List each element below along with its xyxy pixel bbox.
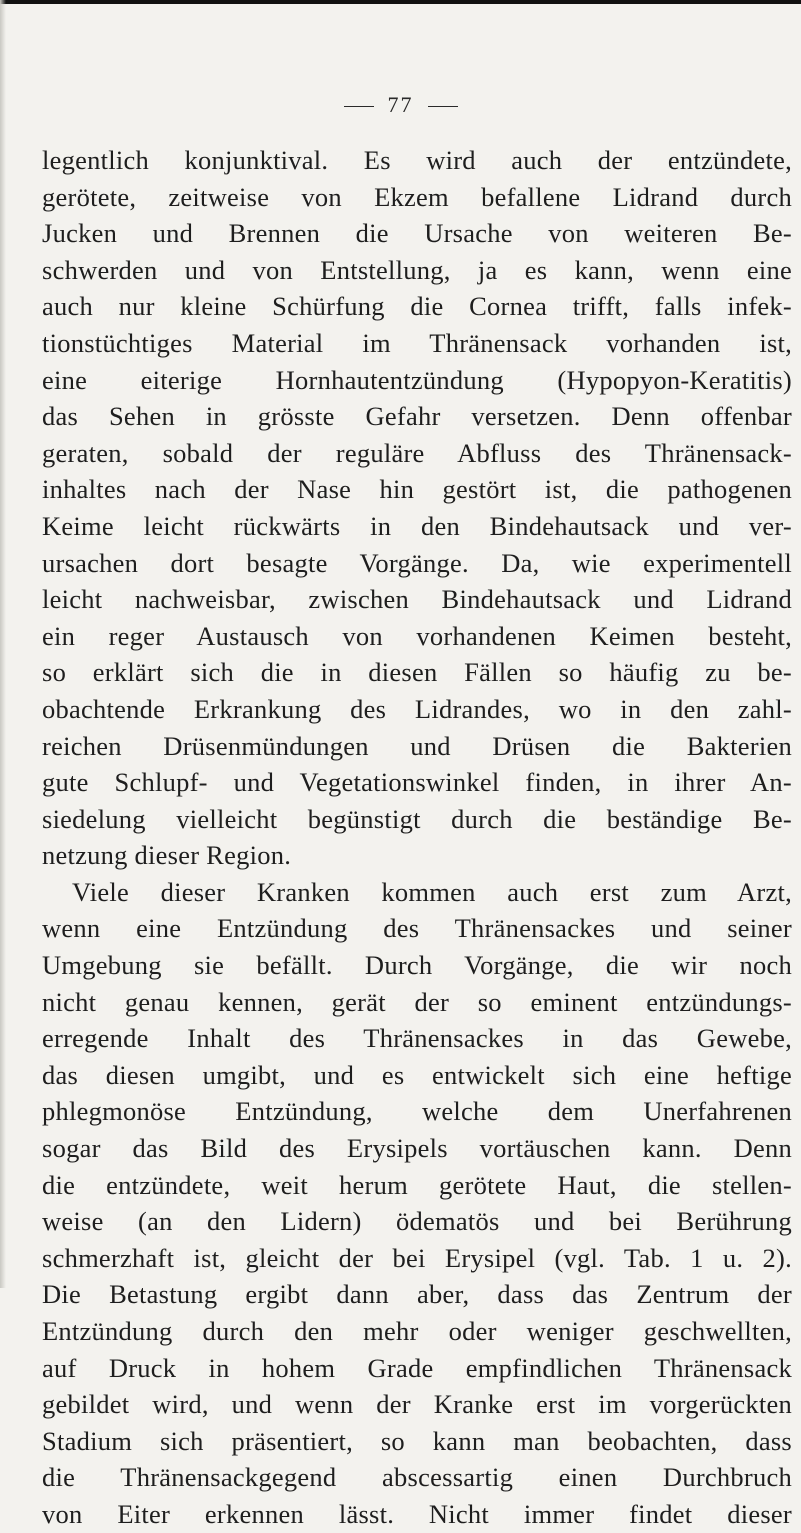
text-line: Entzündung durch den mehr oder weniger geschwellten, [42, 1316, 792, 1346]
text-line: ein reger Austausch von vorhandenen Keimen besteht, [42, 620, 792, 651]
page-number-dash-left [344, 106, 374, 107]
body-text [42, 142, 792, 1533]
text-line: nicht genau kennen, gerät der so eminent entzündungs- [42, 986, 792, 1017]
text-line: Die Betastung ergibt dann aber, dass das Zentrum der [42, 1279, 792, 1310]
text-line: die Thränensackgegend abscessartig einen Durchbruch [42, 1462, 792, 1493]
text-line: tionstüchtiges Material im Thränensack vorhanden ist, [42, 327, 792, 358]
text-line: ursachen dort besagte Vorgänge. Da, wie experimentell [42, 547, 792, 578]
text-line: so erklärt sich die in diesen Fällen so häufig zu be- [42, 657, 792, 688]
text-line: gerötete, zeitweise von Ekzem befallene Lidrand durch [42, 181, 792, 212]
text-line: sogar das Bild des Erysipels vortäuschen kann. Denn [42, 1133, 792, 1164]
text-line: auf Druck in hohem Grade empfindlichen Thränensack [42, 1352, 792, 1383]
text-line: Keime leicht rückwärts in den Bindehautsack und ver- [42, 510, 792, 541]
text-line: leicht nachweisbar, zwischen Bindehautsack und Lidrand [42, 584, 792, 615]
text-line: netzung dieser Region. [42, 840, 292, 871]
text-line: Jucken und Brennen die Ursache von weiteren Be- [42, 218, 792, 249]
text-line: wenn eine Entzündung des Thränensackes und seiner [42, 913, 792, 944]
page-number-text: 77 [387, 92, 414, 117]
text-line: obachtende Erkrankung des Lidrandes, wo in den zahl- [42, 693, 792, 724]
text-line: eine eiterige Hornhautentzündung (Hypopyon-Keratitis) [42, 364, 792, 395]
text-line: Umgebung sie befällt. Durch Vorgänge, die wir noch [42, 950, 792, 981]
top-edge [0, 0, 801, 4]
text-line: reichen Drüsenmündungen und Drüsen die Bakterien [42, 730, 792, 761]
page-number [0, 92, 801, 118]
text-line: schmerzhaft ist, gleicht der bei Erysipel (vgl. Tab. 1 u. 2). [42, 1242, 792, 1273]
text-line: auch nur kleine Schürfung die Cornea trifft, falls infek- [42, 291, 792, 322]
text-line: geraten, sobald der reguläre Abfluss des Thränensack- [42, 437, 792, 468]
text-line: Stadium sich präsentiert, so kann man beobachten, dass [42, 1425, 792, 1456]
text-line: die entzündete, weit herum gerötete Haut, die stellen- [42, 1169, 792, 1200]
text-line: phlegmonöse Entzündung, welche dem Unerfahrenen [42, 1096, 792, 1127]
text-line: Viele dieser Kranken kommen auch erst zum Arzt, [72, 876, 792, 907]
text-line: gebildet wird, und wenn der Kranke erst im vorgerückten [42, 1389, 792, 1420]
text-line: das Sehen in grösste Gefahr versetzen. Denn offenbar [42, 401, 792, 432]
text-line: weise (an den Lidern) ödematös und bei Berührung [42, 1206, 792, 1237]
page-edge-shadow [0, 0, 6, 1288]
text-line: erregende Inhalt des Thränensackes in das Gewebe, [42, 1023, 792, 1054]
page-number-dash-right [428, 106, 458, 107]
text-line: von Eiter erkennen lässt. Nicht immer findet dieser [42, 1498, 792, 1529]
text-line: gute Schlupf- und Vegetationswinkel finden, in ihrer An- [42, 767, 792, 798]
text-line: siedelung vielleicht begünstigt durch die beständige Be- [42, 803, 792, 834]
text-line: schwerden und von Entstellung, ja es kann, wenn eine [42, 254, 792, 285]
text-line: legentlich konjunktival. Es wird auch der entzündete, [42, 145, 792, 175]
text-line: inhaltes nach der Nase hin gestört ist, die pathogenen [42, 474, 792, 505]
text-line: das diesen umgibt, und es entwickelt sich eine heftige [42, 1059, 792, 1090]
